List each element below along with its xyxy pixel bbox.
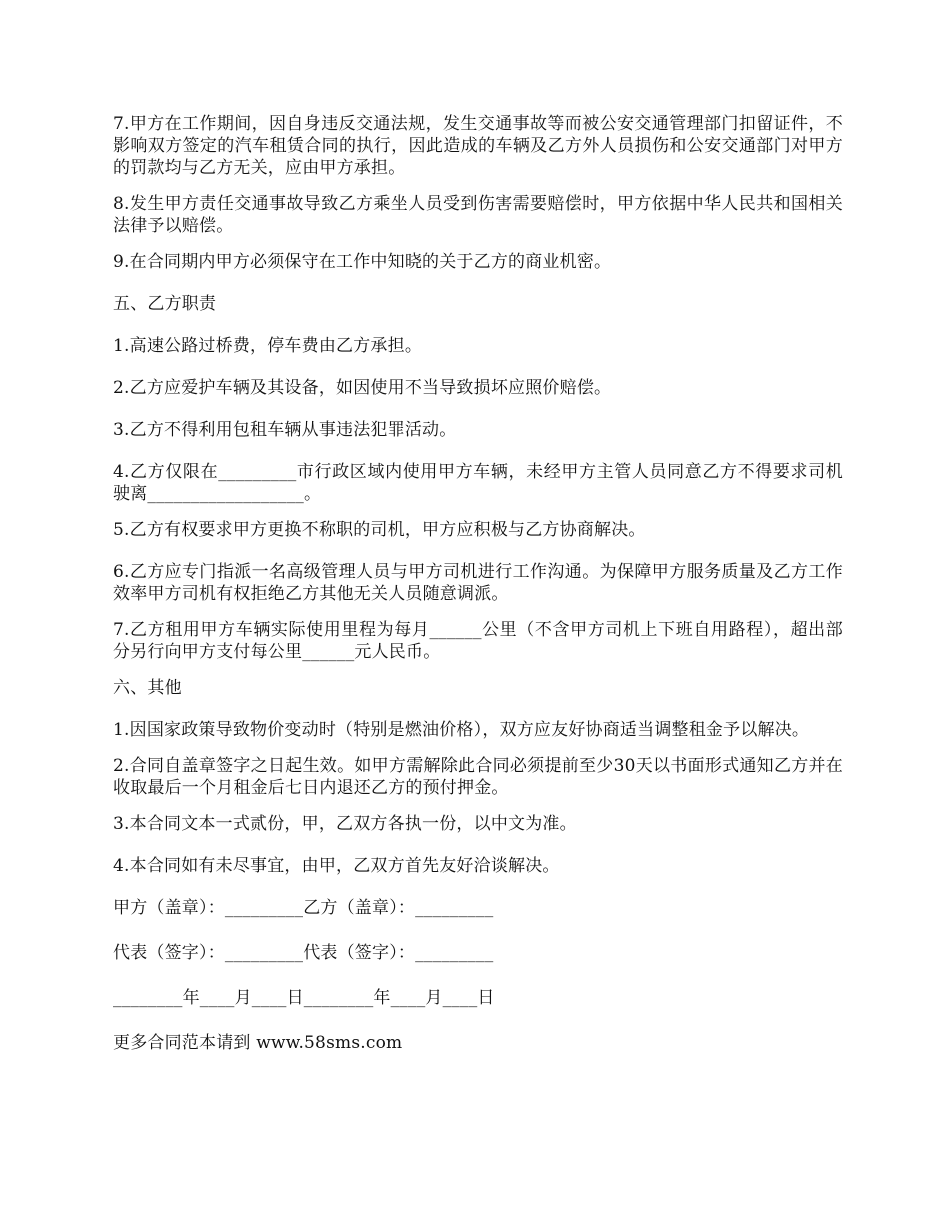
clause-a7: 7.甲方在工作期间，因自身违反交通法规，发生交通事故等而被公安交通管理部门扣留证件，不影响双方签定的汽车租赁合同的执行，因此造成的车辆及乙方外人员损伤和公安交通部门对甲方的罚款均与乙方无关，应由甲方承担。 xyxy=(113,114,843,178)
section-heading-5: 五、乙方职责 xyxy=(113,294,217,314)
clause-b1: 1.高速公路过桥费，停车费由乙方承担。 xyxy=(113,336,423,356)
clause-b6: 6.乙方应专门指派一名高级管理人员与甲方司机进行工作沟通。为保障甲方服务质量及乙方工作效率甲方司机有权拒绝乙方其他无关人员随意调派。 xyxy=(113,562,843,604)
clause-a9: 9.在合同期内甲方必须保守在工作中知晓的关于乙方的商业机密。 xyxy=(113,252,612,272)
document-page xyxy=(113,113,843,1068)
clause-c3: 3.本合同文本一式贰份，甲，乙双方各执一份，以中文为准。 xyxy=(113,814,577,834)
clause-b7: 7.乙方租用甲方车辆实际使用里程为每月______公里（不含甲方司机上下班自用路程），超出部分另行向甲方支付每公里______元人民币。 xyxy=(113,620,843,662)
clause-c2: 2.合同自盖章签字之日起生效。如甲方需解除此合同必须提前至少30天以书面形式通知乙方并在收取最后一个月租金后七日内退还乙方的预付押金。 xyxy=(113,756,843,798)
signature-date-line: ________年____月____日________年____月____日 xyxy=(113,988,495,1008)
clause-b2: 2.乙方应爱护车辆及其设备，如因使用不当导致损坏应照价赔偿。 xyxy=(113,378,612,398)
clause-b4: 4.乙方仅限在_________市行政区域内使用甲方车辆，未经甲方主管人员同意乙方不得要求司机驶离__________________。 xyxy=(113,462,843,504)
clause-c1: 1.因国家政策导致物价变动时（特别是燃油价格），双方应友好协商适当调整租金予以解决。 xyxy=(113,720,810,740)
clause-c4: 4.本合同如有未尽事宜，由甲，乙双方首先友好洽谈解决。 xyxy=(113,856,560,876)
clause-b5: 5.乙方有权要求甲方更换不称职的司机，甲方应积极与乙方协商解决。 xyxy=(113,520,646,540)
signature-representative-line: 代表（签字）：_________代表（签字）：_________ xyxy=(113,943,494,963)
clause-b3: 3.乙方不得利用包租车辆从事违法犯罪活动。 xyxy=(113,420,457,440)
footer-note: 更多合同范本请到 www.58sms.com xyxy=(113,1033,403,1053)
signature-seal-line: 甲方（盖章）：_________乙方（盖章）：_________ xyxy=(113,898,494,918)
section-heading-6: 六、其他 xyxy=(113,678,182,698)
clause-a8: 8.发生甲方责任交通事故导致乙方乘坐人员受到伤害需要赔偿时，甲方依据中华人民共和国相关法律予以赔偿。 xyxy=(113,194,843,236)
